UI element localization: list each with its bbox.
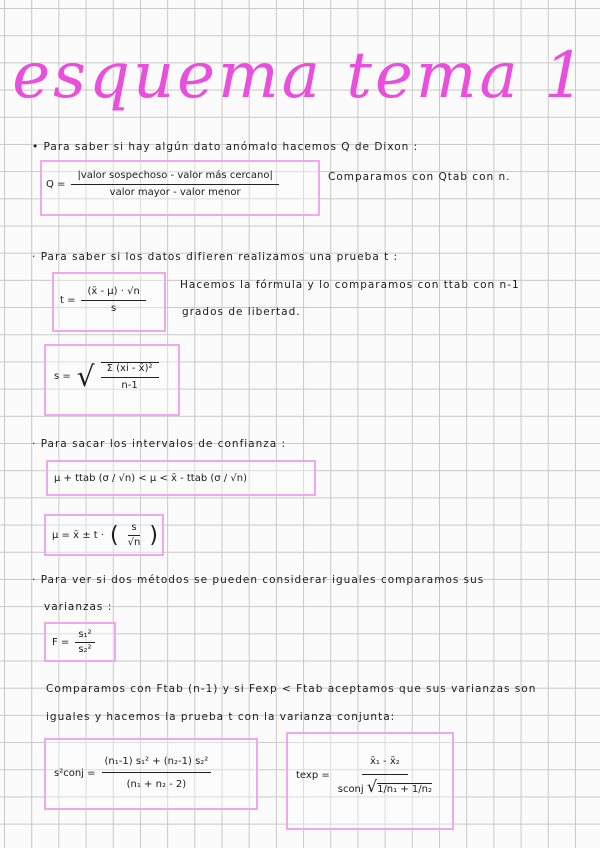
page-title: esquema tema 1 [12, 39, 588, 113]
bullet: · [32, 438, 37, 450]
texp-denominator [336, 775, 434, 796]
texp-den-root: 1/n₁ + 1/n₂ [377, 784, 432, 795]
variances-intro-1: Para ver si dos métodos se pueden considerar iguales comparamos sus [40, 574, 485, 586]
dixon-fraction [71, 170, 278, 199]
f-denominator: s₂² [78, 644, 92, 655]
t-numerator: (x̄ - μ) · √n [81, 286, 145, 301]
dixon-denominator: valor mayor - valor menor [109, 187, 241, 198]
sconj-fraction [102, 756, 212, 791]
texp-box [286, 732, 454, 830]
dixon-numerator: |valor sospechoso - valor más cercano| [71, 170, 278, 185]
ttest-note-1: Hacemos la fórmula y lo comparamos con ttab con n-1 [180, 279, 520, 291]
s-fraction [101, 362, 159, 392]
texp-fraction [336, 756, 434, 796]
texp-numerator: x̄₁ - x̄₂ [362, 756, 408, 775]
dixon-formula-box [40, 160, 320, 216]
f-box [44, 622, 116, 662]
sqrt-icon: √ [76, 360, 95, 393]
interval-box [46, 460, 316, 496]
t-denominator: s [111, 303, 117, 314]
mu-box [44, 514, 164, 556]
dixon-note: Comparamos con Qtab con n. [328, 171, 511, 183]
f-numerator: s₁² [75, 629, 94, 643]
sconj-denominator: (n₁ + n₂ - 2) [126, 779, 187, 790]
ttest-note-2: grados de libertad. [182, 306, 301, 318]
variances-intro-2: varianzas : [44, 601, 113, 613]
mu-fraction [125, 522, 144, 549]
paren-close: ) [149, 522, 158, 548]
texp-den-prefix: sconj [337, 784, 364, 795]
s-formula-box [44, 344, 180, 416]
variances-compare-1: Comparamos con Ftab (n-1) y si Fexp < Ftab aceptamos que sus varianzas son [46, 683, 537, 695]
s-denominator: n-1 [121, 380, 138, 391]
t-lhs: t = [60, 294, 76, 306]
dixon-intro-line [32, 140, 418, 154]
ttest-intro-line [32, 250, 398, 264]
mu-denominator: √n [127, 537, 141, 548]
bullet: • [32, 141, 40, 153]
f-fraction [75, 629, 94, 656]
sqrt-icon: √ [366, 777, 378, 796]
paren-open: ( [110, 522, 119, 548]
ttest-intro: Para saber si los datos difieren realizamos una prueba t : [40, 251, 399, 263]
dixon-intro: Para saber si hay algún dato anómalo hacemos Q de Dixon : [43, 141, 419, 153]
mu-lhs: μ = x̄ ± t · [52, 529, 105, 541]
interval-formula: μ + ttab (σ / √n) < μ < x̄ - ttab (σ / √n) [54, 473, 247, 484]
bullet: · [32, 574, 37, 586]
mu-numerator: s [128, 522, 139, 536]
dixon-lhs: Q = [46, 178, 66, 190]
sconj-numerator: (n₁-1) s₁² + (n₂-1) s₂² [102, 756, 212, 773]
bullet: · [32, 251, 37, 263]
confidence-intro-line [32, 437, 286, 451]
s-numerator: Σ (xi - x̄)² [101, 363, 159, 378]
sconj-lhs: s²conj = [54, 767, 96, 779]
f-lhs: F = [52, 636, 70, 648]
confidence-intro: Para sacar los intervalos de confianza : [40, 438, 287, 450]
variances-intro-line [32, 573, 484, 587]
t-formula-box [52, 272, 166, 332]
s-lhs: s = [54, 371, 71, 382]
t-fraction [81, 286, 145, 315]
sconj-box [44, 738, 258, 810]
texp-lhs: texp = [296, 770, 330, 781]
variances-compare-2: iguales y hacemos la prueba t con la varianza conjunta: [46, 711, 396, 723]
